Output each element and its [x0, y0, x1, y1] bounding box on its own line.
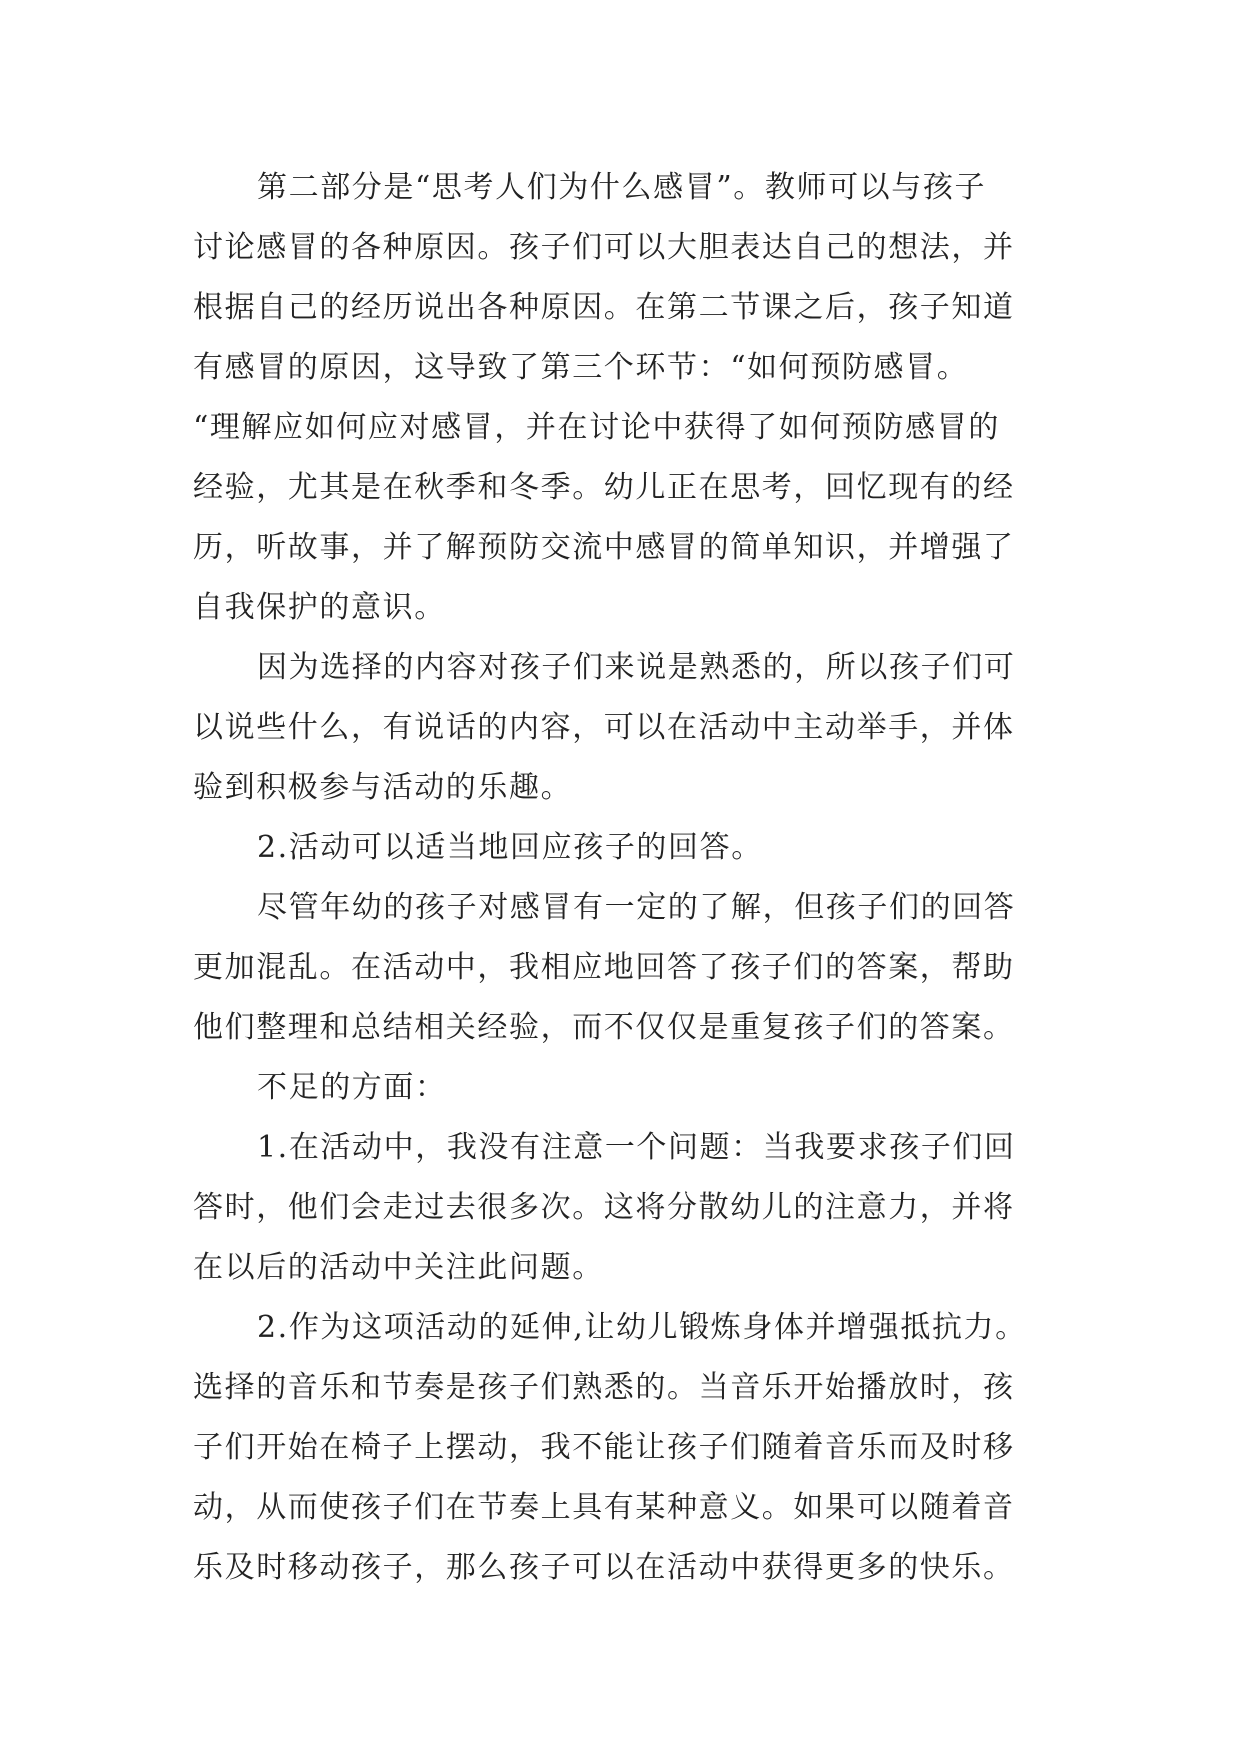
text-line: 以说些什么，有说话的内容，可以在活动中主动举手，并体 — [193, 710, 1015, 745]
text-line: 经验，尤其是在秋季和冬季。幼儿正在思考，回忆现有的经 — [193, 470, 1015, 505]
text-line: 他们整理和总结相关经验，而不仅仅是重复孩子们的答案。 — [193, 1010, 1015, 1045]
text-line: 讨论感冒的各种原因。孩子们可以大胆表达自己的想法，并 — [193, 230, 1015, 265]
text-line: 1.在活动中，我没有注意一个问题：当我要求孩子们回 — [257, 1130, 1016, 1165]
text-line: 因为选择的内容对孩子们来说是熟悉的，所以孩子们可 — [257, 650, 1016, 685]
text-line: 更加混乱。在活动中，我相应地回答了孩子们的答案，帮助 — [193, 950, 1015, 985]
text-line: 第二部分是“思考人们为什么感冒”。教师可以与孩子 — [257, 170, 987, 205]
text-line: 历，听故事，并了解预防交流中感冒的简单知识，并增强了 — [193, 530, 1015, 565]
text-line: 自我保护的意识。 — [193, 590, 446, 625]
text-line: 不足的方面： — [257, 1070, 447, 1105]
text-line: 答时，他们会走过去很多次。这将分散幼儿的注意力，并将 — [193, 1190, 1015, 1225]
text-line: 2.作为这项活动的延伸,让幼儿锻炼身体并增强抵抗力。 — [257, 1310, 1027, 1345]
text-line: 动，从而使孩子们在节奏上具有某种意义。如果可以随着音 — [193, 1490, 1015, 1525]
text-line: “理解应如何应对感冒，并在讨论中获得了如何预防感冒的 — [193, 410, 1000, 445]
text-line: 尽管年幼的孩子对感冒有一定的了解，但孩子们的回答 — [257, 890, 1016, 925]
text-line: 子们开始在椅子上摆动，我不能让孩子们随着音乐而及时移 — [193, 1430, 1015, 1465]
text-line: 验到积极参与活动的乐趣。 — [193, 770, 573, 805]
text-line: 乐及时移动孩子，那么孩子可以在活动中获得更多的快乐。 — [193, 1550, 1015, 1585]
text-line: 2.活动可以适当地回应孩子的回答。 — [257, 830, 763, 865]
text-line: 根据自己的经历说出各种原因。在第二节课之后，孩子知道 — [193, 290, 1015, 325]
text-line: 选择的音乐和节奏是孩子们熟悉的。当音乐开始播放时，孩 — [193, 1370, 1015, 1405]
text-line: 在以后的活动中关注此问题。 — [193, 1250, 604, 1285]
body-text — [193, 158, 1053, 1598]
text-line: 有感冒的原因，这导致了第三个环节：“如何预防感冒。 — [193, 350, 969, 385]
